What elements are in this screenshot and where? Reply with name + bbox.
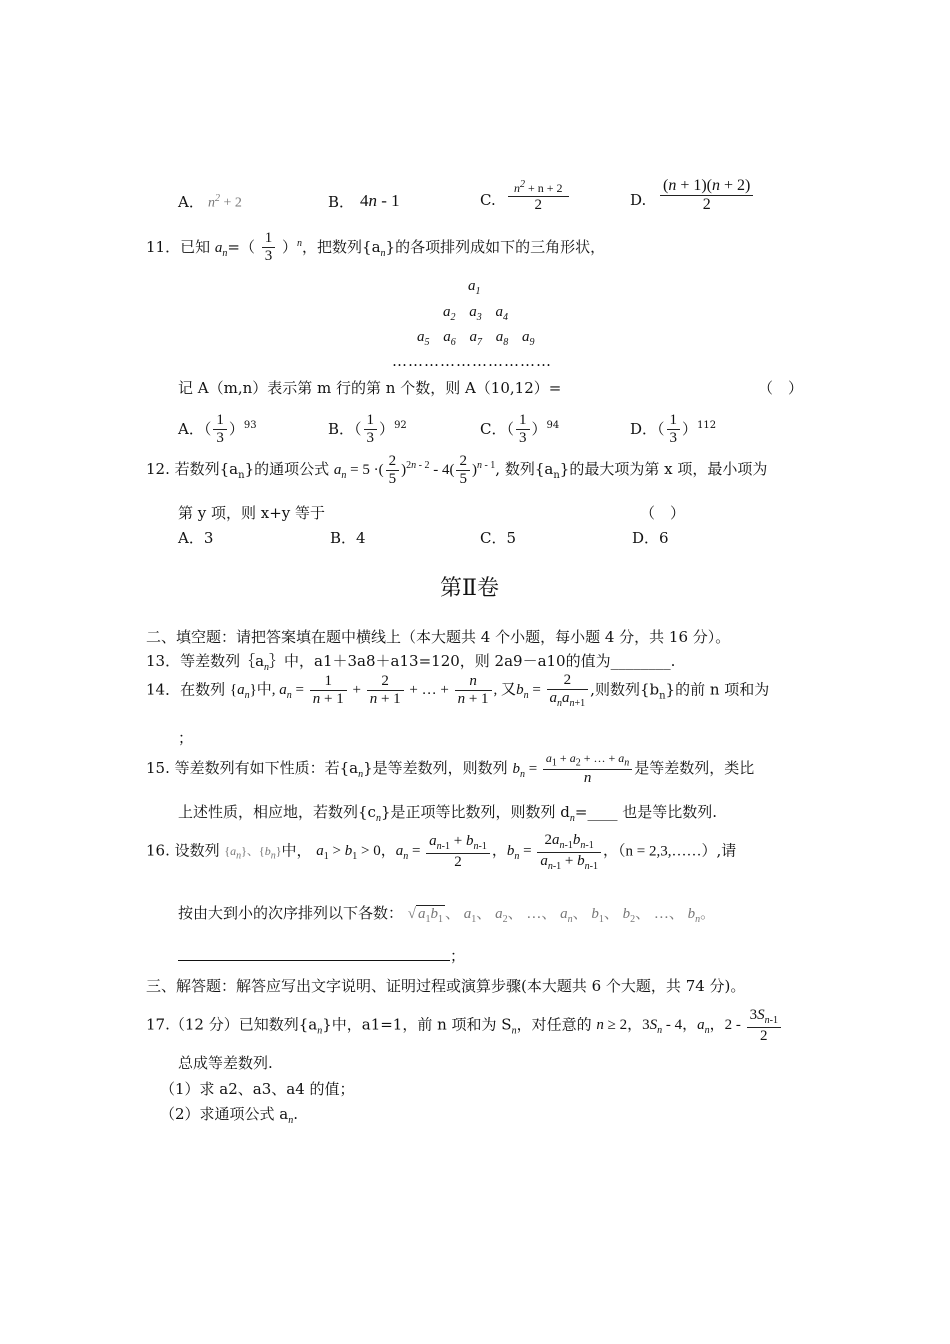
q11-number: 11．已知 — [146, 237, 211, 256]
q12-answer-paren: （ ） — [640, 504, 686, 522]
q11-dots: ………………………… — [392, 352, 552, 370]
q12-option-d: D．6 — [632, 529, 669, 547]
q15-line2: 上述性质，相应地，若数列$\{c_n\}$是正项等比数列，则数列 $d_n=\_\_\_\_$ 也是等比数列. — [178, 803, 717, 824]
q14-line1: 14．在数列 $\{a_n\}$中, $a_n$ = $\frac{1}{n + 1}$ + $\frac{2}{n + 1}$ + … + $\frac{n}{n + 1}$ , 又$b_n$ = $\frac{2}{a_na_{n+1}}$ ,则数列$\{b_n\}$的前 n 项和为 — [146, 672, 770, 710]
q13: 13．等差数列$\{a_n\}$中，a1＋3a8＋a13=120，则 2a9－a10的值为________. — [146, 652, 676, 673]
q16-line2: 按由大到小的次序排列以下各数： √ $a_1b_1$ 、 $a_1$、 $a_2$、 …、 $a_n$、 $b_1$、 $b_2$、 …、 $b_n$。 — [178, 904, 716, 925]
q11-triangle-row-3: $a_5$ $a_6$ $a_7$ $a_8$ $a_9$ — [417, 329, 535, 348]
q17-sub2: （2）求通项公式 $a_n$. — [160, 1105, 299, 1126]
q10-option-b-text: 4n - 1 — [360, 191, 400, 210]
part3-header: 三、解答题：解答应写出文字说明、证明过程或演算步骤(本大题共 6 个大题，共 74 分)。 — [146, 977, 746, 995]
q11-option-c: C．（ $\frac{1}{3}$ ）$^{94}$ — [480, 412, 560, 447]
q12-formula: $a_n = 5$ ·( $\frac{2}{5}$ )$^{2n - 2}$ - 4( $\frac{2}{5}$ )$^{n - 1}$ — [333, 453, 496, 488]
q11-answer-paren: （ ） — [758, 379, 804, 397]
q11-triangle-row-1: $a_1$ — [468, 278, 481, 297]
q10-option-c-label: C. — [480, 191, 496, 209]
q10-option-a-label: A． — [178, 193, 204, 211]
q11-close: ） — [282, 237, 298, 256]
part2-header: 二、填空题：请把答案填在题中横线上（本大题共 4 个小题，每小题 4 分，共 16 分）。 — [146, 628, 731, 646]
q11-stem: 11．已知 $a_n=$（ $\frac{1}{3}$ ）$^n$，把数列$\{a_n\}$的各项排列成如下的三角形状， — [146, 230, 606, 265]
q12-option-b: B．4 — [330, 529, 366, 547]
q11-fraction: $\frac{1}{3}$ — [262, 230, 276, 266]
q11-exp: n — [297, 237, 303, 249]
q17-sub1: （1）求 a2、a3、a4 的值； — [160, 1080, 355, 1098]
q11-ask: 记 A（m,n）表示第 m 行的第 n 个数，则 A（10,12）= — [178, 379, 562, 397]
q10-option-d-label: D. — [630, 191, 647, 209]
q11-rest2: }的各项排列成如下的三角形状， — [385, 237, 606, 256]
q11-option-b: B．（ $\frac{1}{3}$ ）$^{92}$ — [328, 412, 407, 447]
q11-rest: ，把数列{a — [302, 237, 381, 256]
q12-line1: 12. 若数列$\{a_n\}$的通项公式 $a_n = 5$ ·( $\frac{2}{5}$ )$^{2n - 2}$ - 4( $\frac{2}{5}$ )$^{n - 1}$, 数列$\{a_n\}$的最大项为第 x 项，最小项为 — [146, 453, 768, 488]
q11-eq: =（ — [227, 237, 255, 256]
q17-line2: 总成等差数列. — [178, 1054, 273, 1072]
q11-option-d: D．（ $\frac{1}{3}$ ）$^{112}$ — [630, 412, 717, 447]
section-title: 第Ⅱ卷 — [440, 576, 499, 601]
q12-line2: 第 y 项，则 x+y 等于 — [178, 504, 326, 522]
q11-option-a: A．（ $\frac{1}{3}$ ）$^{93}$ — [178, 412, 257, 447]
q17-line1: 17.（12 分）已知数列$\{a_n\}$中，a1=1，前 n 项和为 $S_n$，对任意的 n ≥ 2，$3S_n - 4$，$a_n$，2 - $\frac{3S_{n-1}}{2}$ — [146, 1007, 783, 1045]
q10-option-c-fraction: $\frac{n^2 + n + 2}{2}$ — [506, 179, 571, 214]
q10-option-d-fraction: $\frac{(n + 1)(n + 2)}{2}$ — [658, 177, 755, 215]
q14-formula: $\{a_n\}$中, $a_n$ = $\frac{1}{n + 1}$ + $\frac{2}{n + 1}$ + … + $\frac{n}{n + 1}$ , 又$b_n$ = $\frac{2}{a_na_{n+1}}$ — [230, 682, 590, 698]
q12-option-a: A．3 — [178, 529, 214, 547]
q11-options — [178, 402, 778, 446]
q10-options — [178, 177, 778, 225]
q10-option-b-label: B． — [328, 193, 355, 211]
q12-option-c: C．5 — [480, 529, 517, 547]
q15-formula: $b_n$ = $\frac{a_1 + a_2 + \dots + a_n}{n}$ — [512, 761, 634, 777]
q11-triangle-row-2: $a_2$ $a_3$ $a_4$ — [443, 304, 508, 323]
q15-line1: 15. 等差数列有如下性质：若$\{a_n\}$是等差数列，则数列 $b_n$ = $\frac{a_1 + a_2 + \dots + a_n}{n}$ 是等差数列，类比 — [146, 751, 755, 786]
q10-option-a-text: $n^2 + 2$ — [208, 193, 242, 211]
q16-answer-blank: ； — [178, 944, 465, 966]
q14-line2: ； — [178, 729, 194, 747]
q16-line1: 16. 设数列 $\{a_n\}$、$\{b_n\}$中， $a_1 > b_1 > 0$，$a_n$ = $\frac{a_{n-1} + b_{n-1}}{2}$ ，$b_n$ = $\frac{2a_{n-1}b_{n-1}}{a_{n-1} + b_{n-1}}$ ，（n = 2,3,……）,请 — [146, 832, 737, 872]
